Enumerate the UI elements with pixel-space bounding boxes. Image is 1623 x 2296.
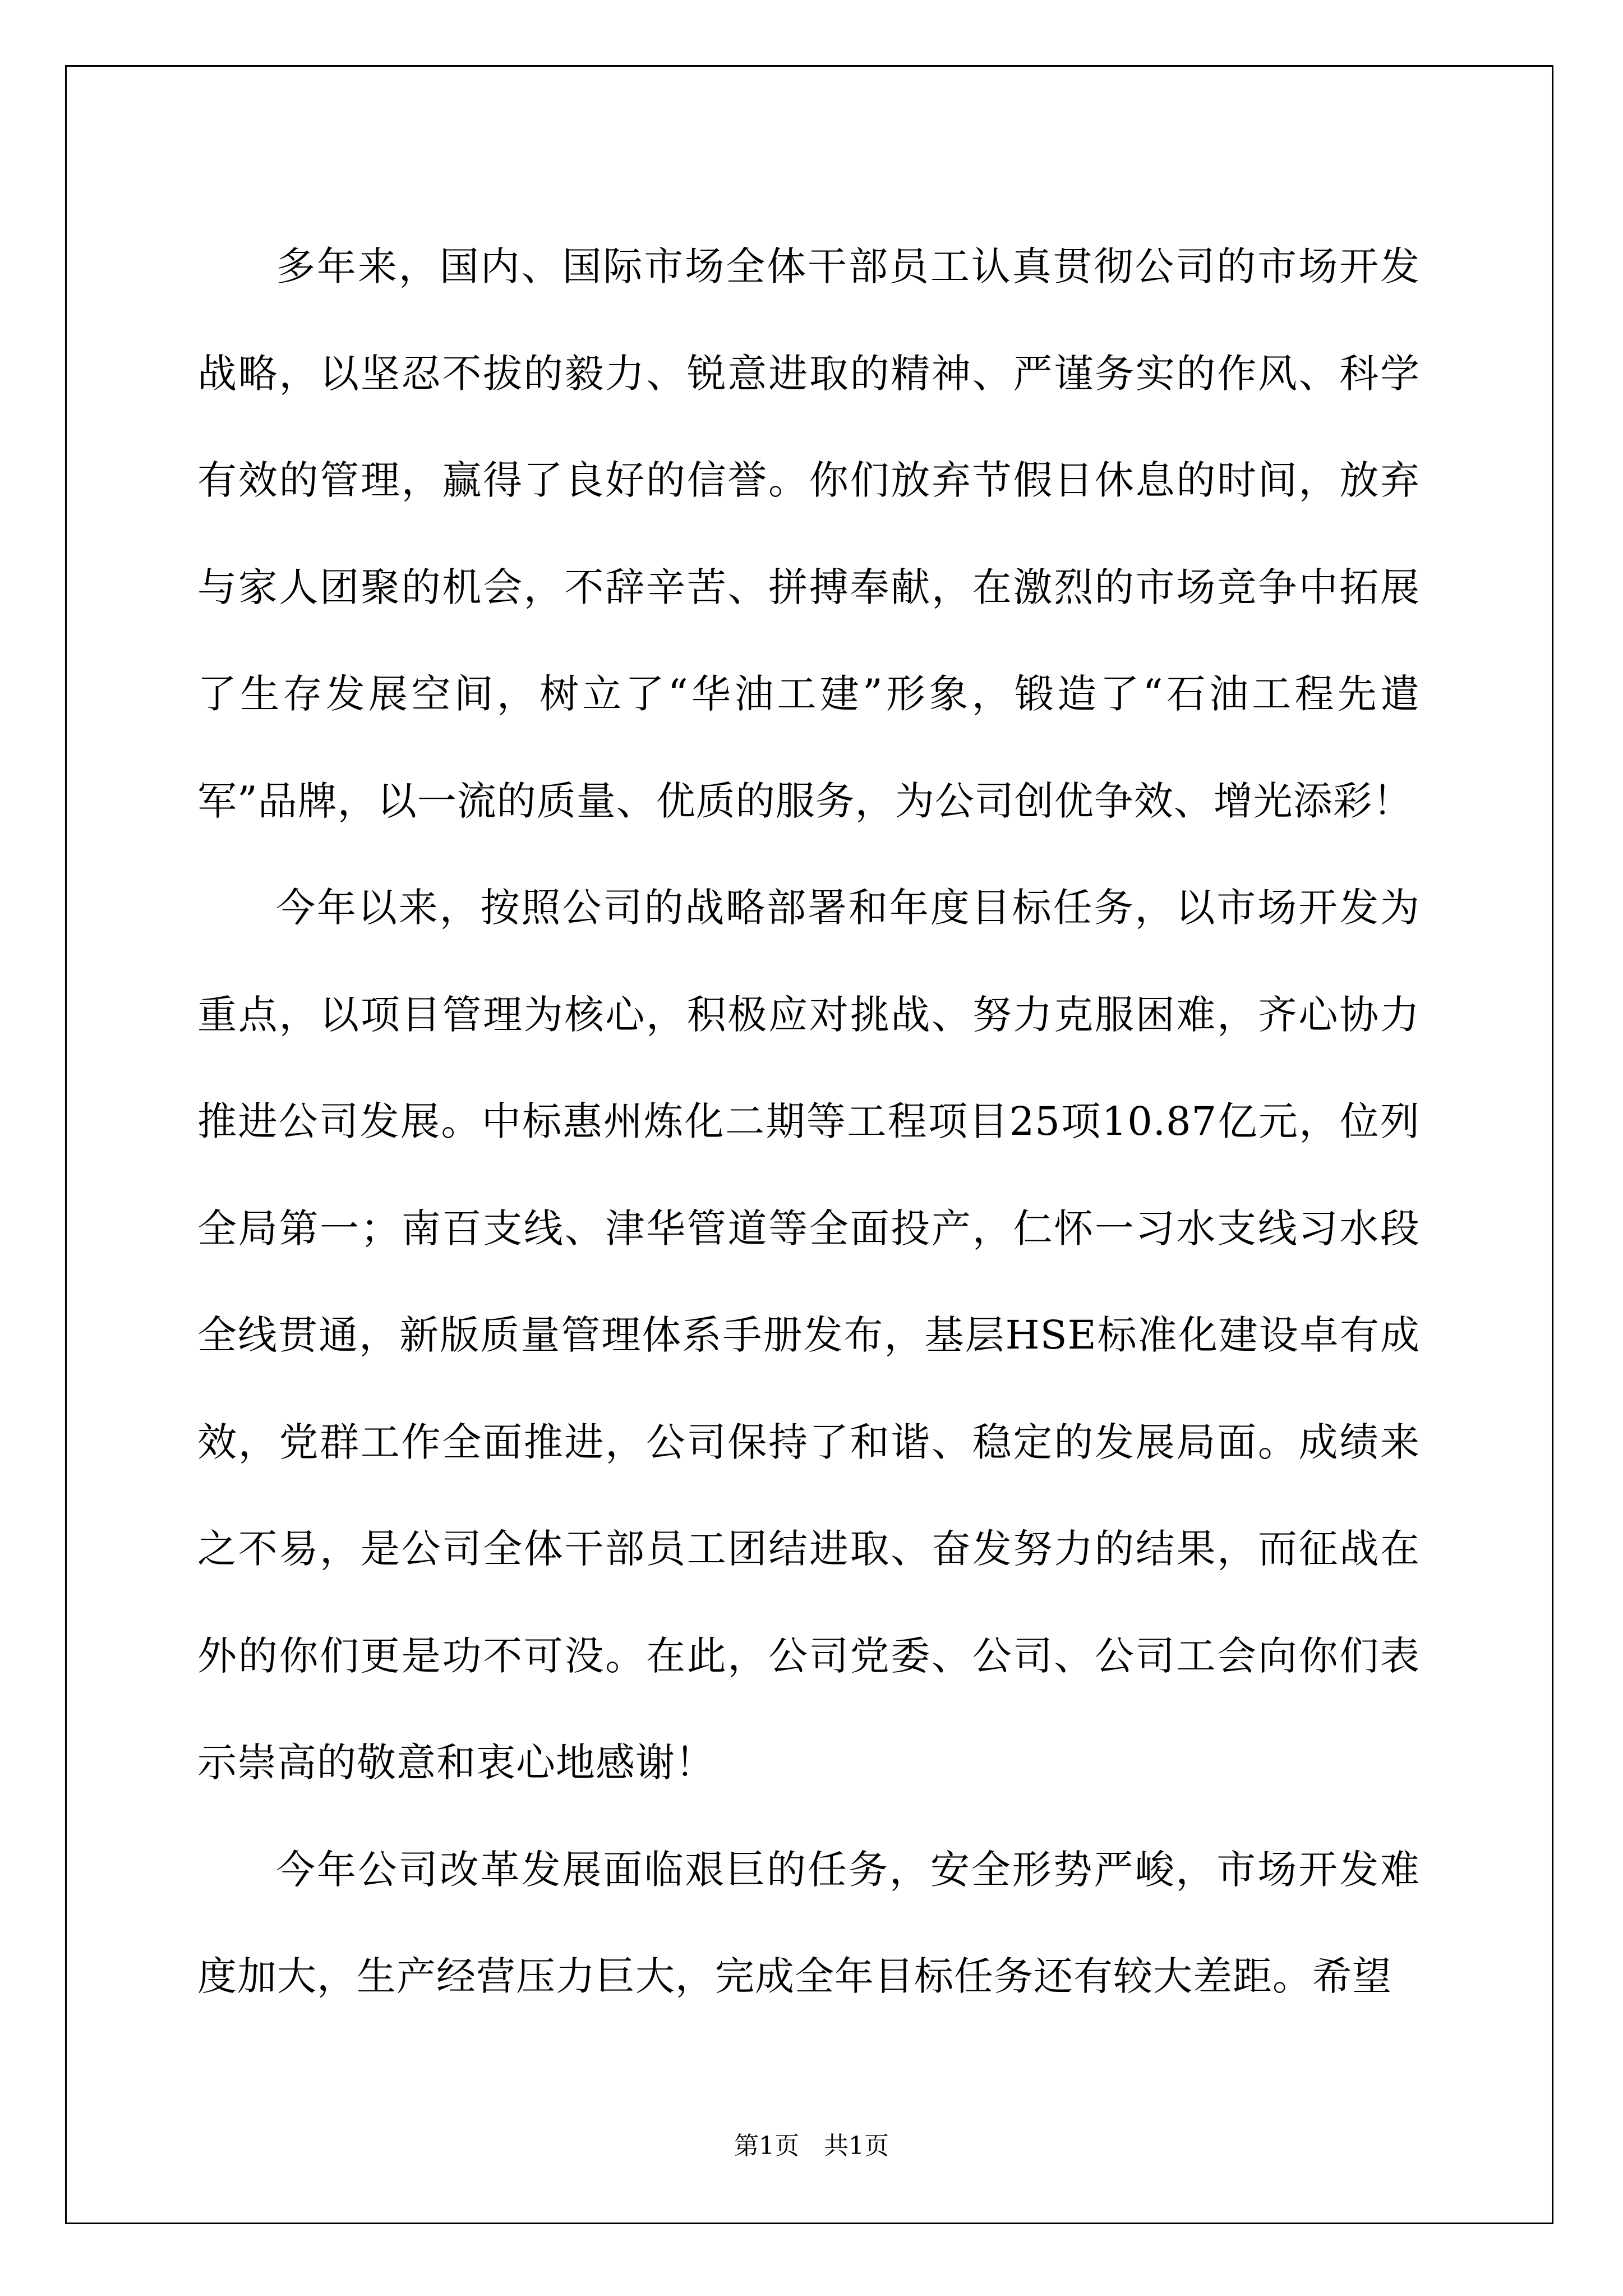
paragraph-1: 多年来，国内、国际市场全体干部员工认真贯彻公司的市场开发战略，以坚忍不拔的毅力、锐意进取的精神、严谨务实的作风、科学有效的管理，赢得了良好的信誉。你们放弃节假日休息的时间，放弃与家人团聚的机会，不辞辛苦、拼搏奉献，在激烈的市场竞争中拓展了生存发展空间，树立了“华油工建”形象，锻造了“石油工程先遣军”品牌，以一流的质量、优质的服务，为公司创优争效、增光添彩！ bbox=[197, 243, 1420, 824]
paragraph-3: 今年公司改革发展面临艰巨的任务，安全形势严峻，市场开发难度加大，生产经营压力巨大，完成全年目标任务还有较大差距。希望 bbox=[197, 1846, 1420, 1999]
document-body bbox=[197, 213, 1420, 2030]
page-number-footer: 第1页 共1页 bbox=[734, 2132, 889, 2160]
paragraph-2: 今年以来，按照公司的战略部署和年度目标任务，以市场开发为重点，以项目管理为核心，积极应对挑战、努力克服困难，齐心协力推进公司发展。中标惠州炼化二期等工程项目25项10.87亿元，位列全局第一；南百支线、津华管道等全面投产，仁怀一习水支线习水段全线贯通，新版质量管理体系手册发布，基层HSE标准化建设卓有成效，党群工作全面推进，公司保持了和谐、稳定的发展局面。成绩来之不易，是公司全体干部员工团结进取、奋发努力的结果，而征战在外的你们更是功不可没。在此，公司党委、公司、公司工会向你们表示崇高的敬意和衷心地感谢！ bbox=[197, 885, 1420, 1786]
